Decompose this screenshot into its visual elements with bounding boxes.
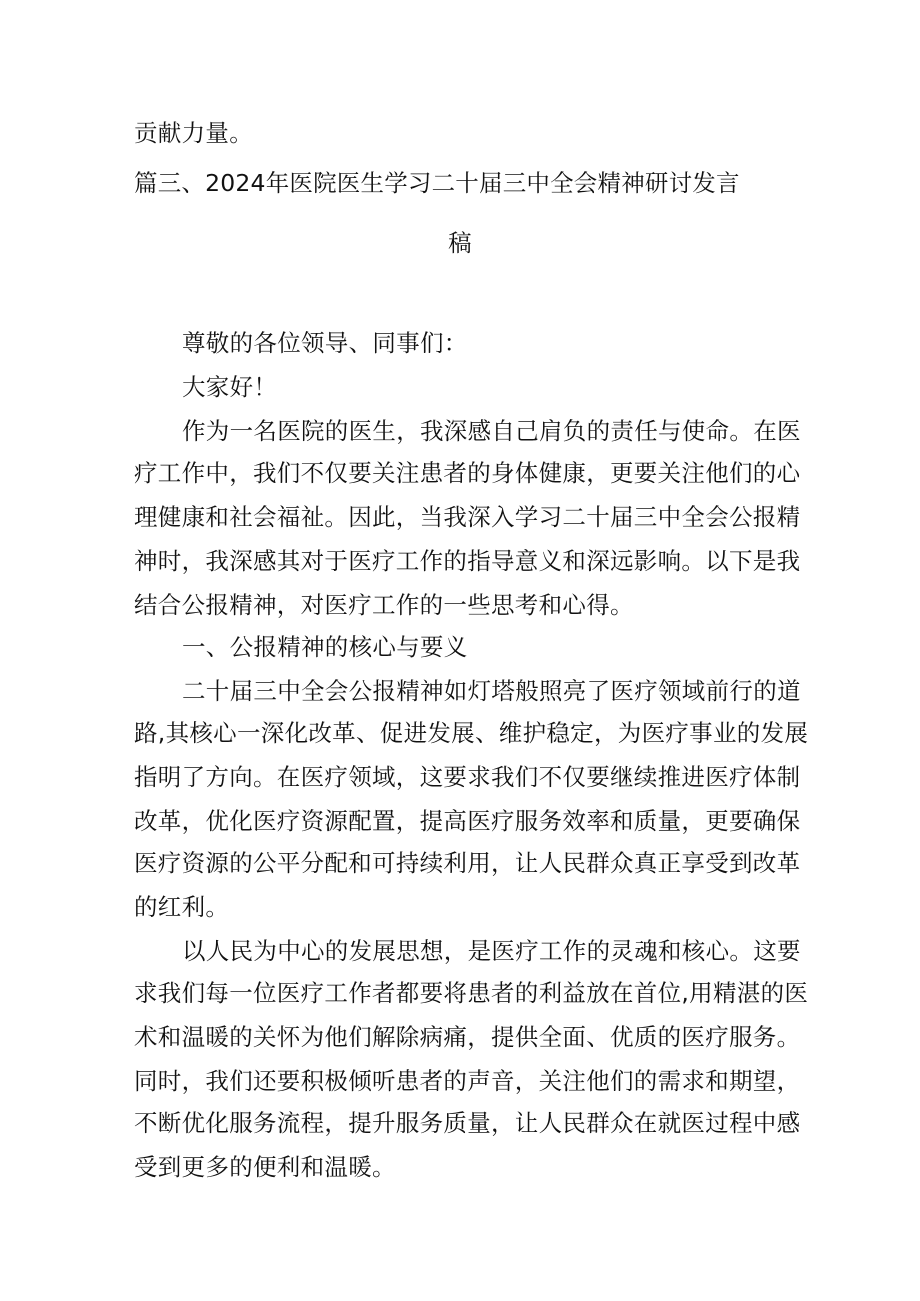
paragraph-line: 作为一名医院的医生，我深感自己肩负的责任与使命。在医: [182, 417, 801, 445]
paragraph-line: 同时，我们还要积极倾听患者的声音，关注他们的需求和期望，: [134, 1067, 801, 1095]
section-title-line: 篇三、2024年医院医生学习二十届三中全会精神研讨发言: [134, 169, 740, 197]
paragraph-line: 医疗资源的公平分配和可持续利用，让人民群众真正享受到改革: [134, 849, 801, 877]
paragraph-line: 理健康和社会福祉。因此，当我深入学习二十届三中全会公报精: [134, 503, 801, 531]
paragraph-line: 求我们每一位医疗工作者都要将患者的利益放在首位,用精湛的医: [134, 979, 809, 1007]
paragraph-line: 以人民为中心的发展思想，是医疗工作的灵魂和核心。这要: [182, 937, 801, 965]
body-text-line: 贡献力量。: [134, 119, 253, 147]
paragraph-line: 路,其核心一深化改革、促进发展、维护稳定，为医疗事业的发展: [134, 719, 809, 747]
salutation: 尊敬的各位领导、同事们：: [182, 329, 468, 357]
paragraph-line: 结合公报精神，对医疗工作的一些思考和心得。: [134, 591, 634, 619]
section-title-continuation: 稿: [448, 229, 472, 257]
paragraph-line: 指明了方向。在医疗领域，这要求我们不仅要继续推进医疗体制: [134, 763, 801, 791]
paragraph-line: 二十届三中全会公报精神如灯塔般照亮了医疗领域前行的道: [182, 677, 801, 705]
greeting: 大家好！: [182, 373, 278, 401]
section-heading: 一、公报精神的核心与要义: [182, 633, 468, 661]
paragraph-line: 改革，优化医疗资源配置，提高医疗服务效率和质量，更要确保: [134, 807, 801, 835]
paragraph-line: 术和温暖的关怀为他们解除病痛，提供全面、优质的医疗服务。: [134, 1023, 801, 1051]
paragraph-line: 神时，我深感其对于医疗工作的指导意义和深远影响。以下是我: [134, 547, 801, 575]
paragraph-line: 不断优化服务流程，提升服务质量，让人民群众在就医过程中感: [134, 1109, 801, 1137]
paragraph-line: 的红利。: [134, 893, 230, 921]
paragraph-line: 受到更多的便利和温暖。: [134, 1153, 396, 1181]
paragraph-line: 疗工作中，我们不仅要关注患者的身体健康，更要关注他们的心: [134, 459, 801, 487]
